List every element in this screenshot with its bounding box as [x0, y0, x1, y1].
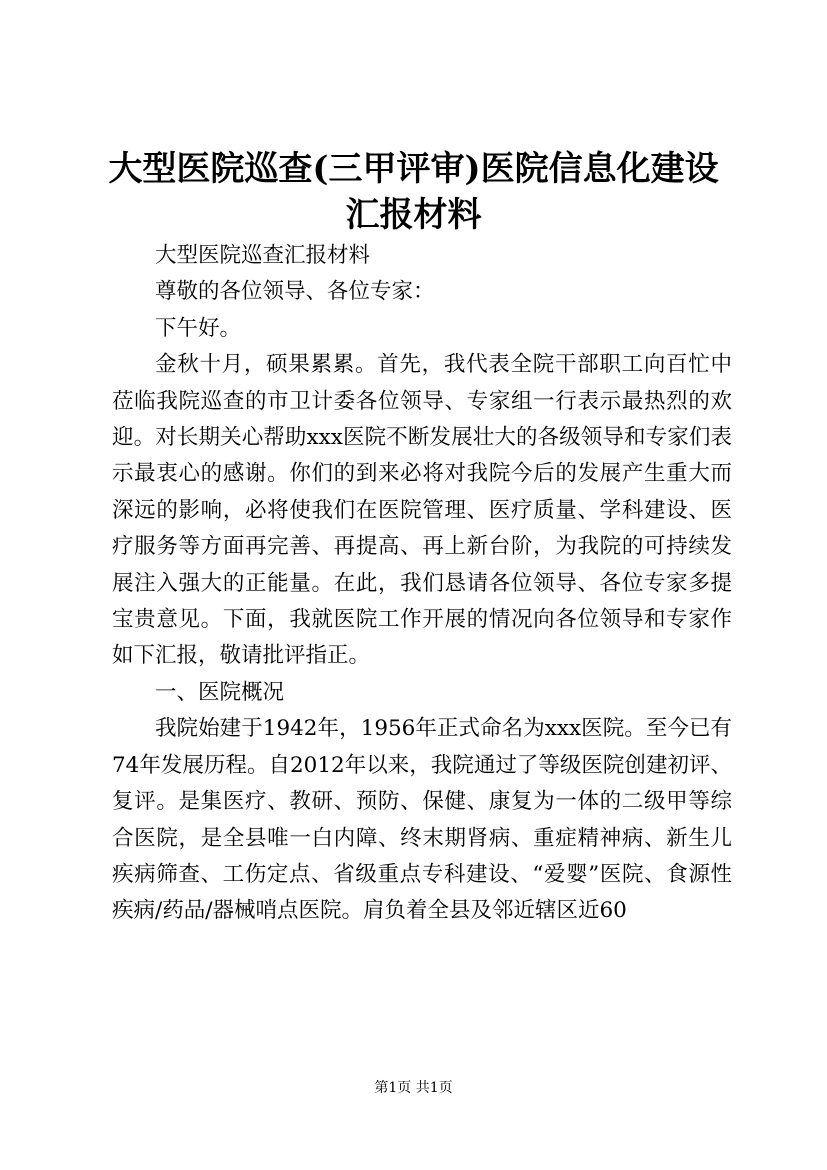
paragraph-hospital-history: 我院始建于1942年，1956年正式命名为xxx医院。至今已有74年发展历程。自2012年以来，我院通过了等级医院创建初评、复评。是集医疗、教研、预防、保健、康复为一体的二级甲等综合医院，是全县唯一白内障、终末期肾病、重症精神病、新生儿疾病筛查、工伤定点、省级重点专科建设、“爱婴”医院、食源性疾病/药品/器械哨点医院。肩负着全县及邻近辖区近60 [112, 716, 732, 924]
paragraph-welcome: 金秋十月，硕果累累。首先，我代表全院干部职工向百忙中莅临我院巡查的市卫计委各位领导、专家组一行表示最热烈的欢迎。对长期关心帮助xxx医院不断发展壮大的各级领导和专家们表示最衷心的感谢。你们的到来必将对我院今后的发展产生重大而深远的影响，必将使我们在医院管理、医疗质量、学科建设、医疗服务等方面再完善、再提高、再上新台阶，为我院的可持续发展注入强大的正能量。在此，我们恳请各位领导、各位专家多提宝贵意见。下面，我就医院工作开展的情况向各位领导和专家作如下汇报，敬请批评指正。 [112, 352, 732, 669]
page-number-footer: 第1页 共1页 [374, 1080, 453, 1096]
paragraph-greeting: 下午好。 [155, 315, 242, 341]
document-title: 大型医院巡查(三甲评审)医院信息化建设汇报材料 [108, 149, 719, 235]
section-heading-overview: 一、医院概况 [155, 679, 285, 705]
document-body [112, 238, 732, 930]
paragraph-heading-line: 大型医院巡查汇报材料 [155, 243, 371, 268]
paragraph-salutation: 尊敬的各位领导、各位专家： [155, 279, 435, 305]
